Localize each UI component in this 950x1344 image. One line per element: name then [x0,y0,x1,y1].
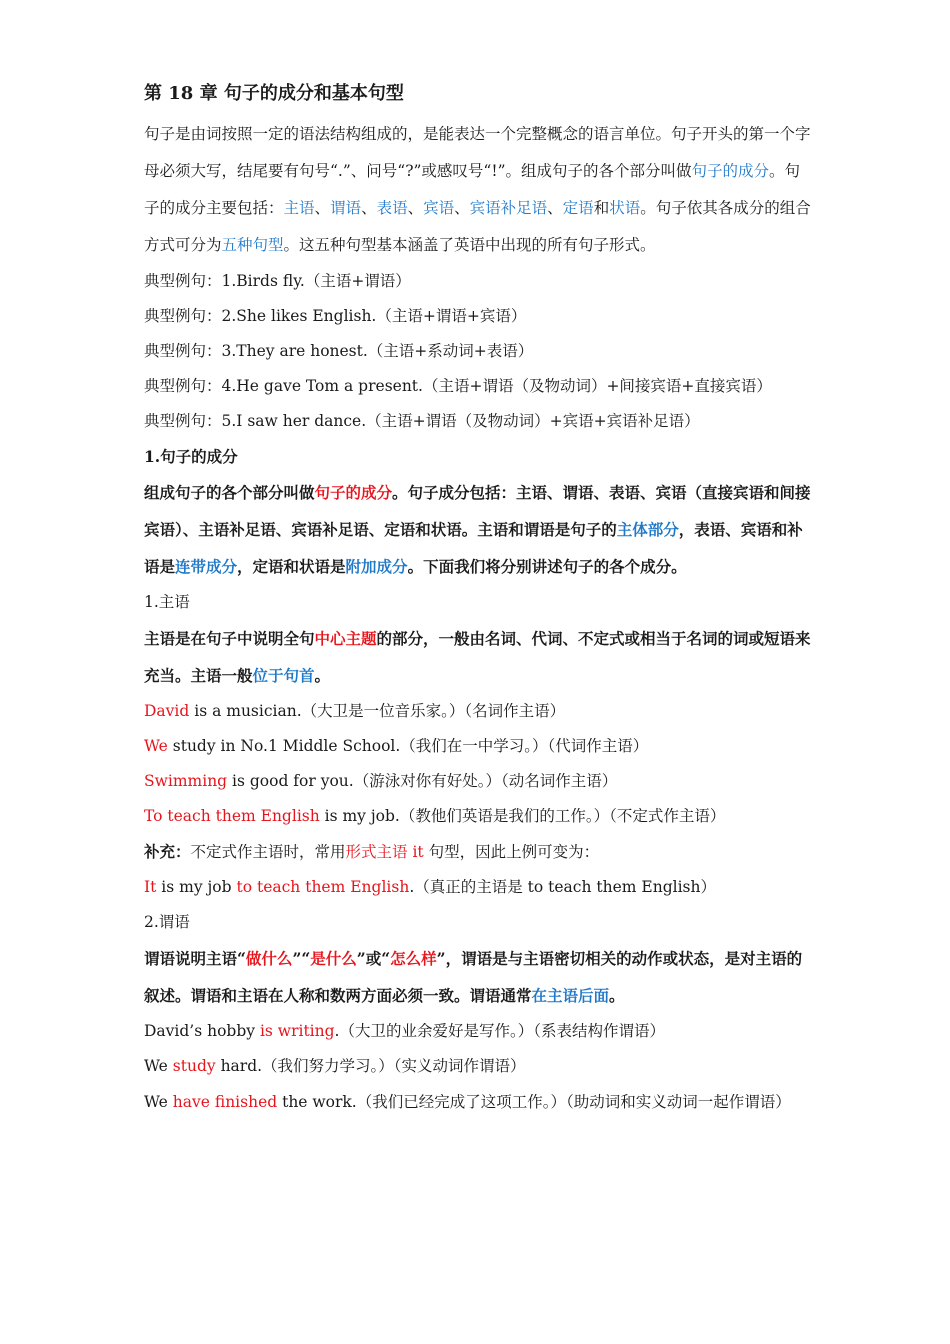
highlighted-subject: Swimming [144,772,228,790]
example-text: is a musician.（大卫是一位音乐家。）（名词作主语） [189,702,566,720]
example-sentence-5: 典型例句：5.I saw her dance.（主语+谓语（及物动词）+宾语+宾语补足语） [144,412,700,430]
highlighted-subject: David [144,702,190,720]
example-text: study in No.1 Middle School.（我们在一中学习。）（代词作主语） [167,737,649,755]
predicate-text: 谓语说明主语“ [144,949,246,968]
predicate-definition [144,940,812,1014]
intro-text: 句子是由词按照一定的语法结构组成的，是能表达一个完整概念的语言单位。句子开头的第一个字母必须大写，结尾要有句号“.”、问号“?”或感叹号“!”。组成句子的各个部分叫做 [144,125,811,180]
predicate-example-3 [144,1084,812,1121]
example-sentence-2: 典型例句：2.She likes English.（主语+谓语+宾语） [144,307,527,325]
example-text: is my job [156,878,237,896]
example-text: .（大卫的业余爱好是写作。）（系表结构作谓语） [334,1022,665,1040]
highlighted-subject: We [144,737,168,755]
separator: 、 [454,199,470,217]
predicate-text: ”“ [292,949,311,968]
intro-text: 。这五种句型基本涵盖了英语中出现的所有句子形式。 [283,236,656,254]
highlighted-predicate: is writing [259,1022,335,1040]
subject-example-3 [144,764,812,799]
term-attribute: 定语 [562,199,594,217]
subject-example-4 [144,799,812,834]
example-text: the work.（我们已经完成了这项工作。）（助动词和实义动词一起作谓语） [277,1093,791,1111]
subject-definition [144,620,812,694]
components-text: 。句子成分包括：主语、谓语、表语、宾语（直接宾语和间接宾语）、主语补足语、宾语补足语、定语和状语。主语和谓语是句子的 [144,483,811,539]
example-text: We [144,1093,173,1111]
supplement-label: 补充： [144,842,191,861]
term-predicate: 谓语 [330,199,362,217]
term-additional-part: 附加成分 [345,557,408,576]
highlighted-subject: It [144,878,157,896]
example-text: is my job.（教他们英语是我们的工作。）（不定式作主语） [319,807,726,825]
term-sentence-components: 句子的成分 [691,162,770,180]
example-text: We [144,1057,173,1075]
separator: 、 [361,199,377,217]
subject-text: 。 [314,666,331,685]
term-predicative: 表语 [376,199,408,217]
term-do-what: 做什么 [245,949,293,968]
subject-text: 的部分，一般由名词、代词、不定式或相当于名词的词或短语来充当。主语一般 [144,629,811,685]
separator: 、 [407,199,424,217]
highlighted-subject: To teach them English [144,807,320,825]
highlighted-subject: to teach them English [236,878,410,896]
example-text: David’s hobby [144,1022,260,1040]
supplement-note [144,834,812,870]
term-object-complement: 宾语补足语 [469,199,548,217]
intro-text: 。句子依其各成分的组合方式可分为 [144,199,811,254]
highlighted-predicate: have finished [172,1093,278,1111]
term-five-patterns: 五种句型 [221,236,284,254]
subject-example-1 [144,694,812,729]
components-text: 。下面我们将分别讲述句子的各个成分。 [407,557,687,576]
supplement-text: 句型，因此上例可变为： [423,843,600,861]
subject-text: 主语是在句子中说明全句 [144,629,315,648]
subject-example-2 [144,729,812,764]
highlighted-predicate: study [172,1057,216,1075]
term-sentence-start: 位于句首 [252,666,315,685]
intro-paragraph [144,116,812,264]
term-after-subject: 在主语后面 [531,986,610,1005]
subsection-heading-subject: 1.主语 [144,593,190,611]
components-text: ，定语和状语是 [237,557,346,576]
term-subject: 主语 [283,199,315,217]
term-linked-part: 连带成分 [175,557,238,576]
term-is-what: 是什么 [310,949,357,968]
predicate-text: 。 [609,986,625,1005]
example-text: hard.（我们努力学习。）（实义动词作谓语） [215,1057,526,1075]
separator: 、 [547,199,563,217]
term-sentence-components: 句子的成分 [314,483,393,502]
example-text: .（真正的主语是 to teach them English） [409,878,716,896]
example-sentence-3: 典型例句：3.They are honest.（主语+系动词+表语） [144,342,534,360]
predicate-text: ”，谓语是与主语密切相关的动作或状态，是对主语的叙述。谓语和主语在人称和数两方面必须一致。谓语通常 [144,949,803,1005]
example-sentence-1: 典型例句：1.Birds fly.（主语+谓语） [144,272,411,290]
intro-text: 。句子的成分主要包括： [144,162,801,217]
components-text: 组成句子的各个部分叫做 [144,483,315,502]
supplement-text: 不定式作主语时，常用 [190,843,346,861]
term-main-part: 主体部分 [616,520,679,539]
example-text: is good for you.（游泳对你有好处。）（动名词作主语） [227,772,618,790]
term-central-theme: 中心主题 [314,629,377,648]
separator: 、 [314,199,331,217]
term-adverbial: 状语 [609,199,641,217]
separator: 和 [593,199,610,217]
section-heading-components: 1.句子的成分 [144,447,238,466]
example-sentence-4: 典型例句：4.He gave Tom a present.（主语+谓语（及物动词）+间接宾语+直接宾语） [144,377,772,395]
term-object: 宾语 [423,199,455,217]
predicate-example-2 [144,1049,812,1084]
predicate-text: ”或“ [356,949,391,968]
components-text: ，表语、宾语和补语是 [144,520,803,576]
term-formal-subject: 形式主语 it [345,843,424,861]
document-content [144,80,812,1121]
predicate-example-1 [144,1014,812,1049]
components-paragraph [144,474,812,585]
chapter-title: 第 18 章 句子的成分和基本句型 [144,83,404,104]
subsection-heading-predicate: 2.谓语 [144,913,190,931]
term-how: 怎么样 [390,949,437,968]
subject-example-5 [144,870,812,905]
